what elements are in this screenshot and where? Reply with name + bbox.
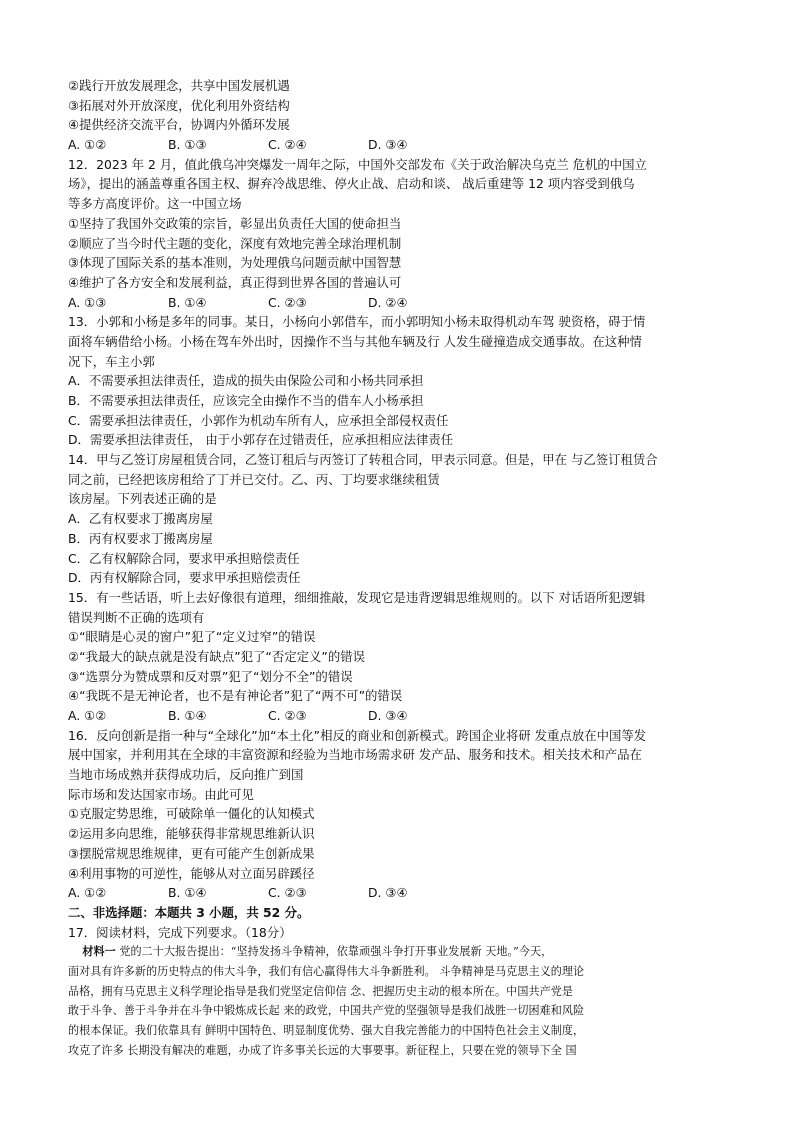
q15-item-3: ③“选票分为赞成票和反对票”犯了“划分不全”的错误 xyxy=(68,668,353,684)
q13-choice-c[interactable]: C．需要承担法律责任，小郭作为机动车所有人，应承担全部侵权责任 xyxy=(68,412,449,428)
q15-option-b[interactable]: B. ①④ xyxy=(168,708,207,723)
q12-option-b[interactable]: B. ①④ xyxy=(168,294,207,310)
q15-item-2: ②“我最大的缺点就是没有缺点”犯了“否定定义”的错误 xyxy=(68,648,365,664)
material-line: 敢于斗争、善于斗争并在斗争中锻炼成长起 来的政党，中国共产党的坚强领导是我们战胜一切困难和风险 xyxy=(68,1004,585,1018)
q13-choice-b[interactable]: B．不需要承担法律责任，应该完全由操作不当的借车人小杨承担 xyxy=(68,393,424,408)
q13-choice-a[interactable]: A．不需要承担法律责任，造成的损失由保险公司和小杨共同承担 xyxy=(68,373,424,389)
q15-options xyxy=(68,706,728,726)
q11-option-d[interactable]: D. ③④ xyxy=(368,137,408,153)
q16-stem-line: 际市场和发达国家市场。由此可见 xyxy=(68,786,254,802)
material-line: 面对具有许多新的历史特点的伟大斗争，我们有信心赢得伟大斗争新胜利。 斗争精神是马克思主义的理论 xyxy=(68,964,585,978)
q12-stem-line: 等多方高度评价。这一中国立场 xyxy=(68,196,242,212)
material-line: 攻克了许多 长期没有解决的难题，办成了许多事关长远的大事要事。新征程上，只要在党的领导下全 国 xyxy=(68,1043,577,1057)
material-first-line xyxy=(68,942,728,962)
q14-choice-c[interactable]: C．乙有权解除合同，要求甲承担赔偿责任 xyxy=(68,550,300,566)
q16-stem-line: 展中国家，并利用其在全球的丰富资源和经验为当地市场需求研 发产品、服务和技术。相关技术和产品在 xyxy=(68,747,642,763)
q11-item-3: ③拓展对外开放深度，优化利用外资结构 xyxy=(68,97,290,113)
q16-stem-line: 当地市场成熟并获得成功后，反向推广到国 xyxy=(68,767,304,783)
q13-stem-line: 况下，车主小郭 xyxy=(68,353,155,369)
material-line: 的根本保证。我们依靠具有 鲜明中国特色、明显制度优势、强大自我完善能力的中国特色社会主义制度， xyxy=(68,1024,585,1037)
q15-stem-line: 错误判断不正确的选项有 xyxy=(68,609,205,625)
q12-item-2: ②顺应了当今时代主题的变化，深度有效地完善全球治理机制 xyxy=(68,235,402,251)
q12-stem-line: 12．2023 年 2 月，值此俄乌冲突爆发一周年之际，中国外交部发布《关于政治解决乌克兰 危机的中国立 xyxy=(68,156,647,172)
q12-item-1: ①坚持了我国外交政策的宗旨，彰显出负责任大国的使命担当 xyxy=(68,215,402,231)
q14-stem-line: 14．甲与乙签订房屋租赁合同，乙签订租后与丙签订了转租合同，甲表示同意。但是，甲在 与乙签订租赁合 xyxy=(68,452,658,468)
q11-options xyxy=(68,135,728,155)
q16-option-c[interactable]: C. ②③ xyxy=(268,885,307,901)
q16-item-3: ③摆脱常规思维规律，更有可能产生创新成果 xyxy=(68,845,315,861)
q17-stem: 17．阅读材料，完成下列要求。（18分） xyxy=(68,924,292,940)
q15-option-a[interactable]: A. ①② xyxy=(68,708,107,723)
q15-item-1: ①“眼睛是心灵的窗户”犯了“定义过窄”的错误 xyxy=(68,629,316,645)
q11-option-a[interactable]: A. ①② xyxy=(68,137,107,153)
q16-option-a[interactable]: A. ①② xyxy=(68,885,107,901)
q11-option-c[interactable]: C. ②④ xyxy=(268,137,307,153)
material-first-text: 党的二十大报告提出：“坚持发扬斗争精神，依靠顽强斗争打开事业发展新 天地。”今天， xyxy=(115,945,553,959)
q13-stem-line: 面将车辆借给小杨。小杨在驾车外出时，因操作不当与其他车辆及行 人发生碰撞造成交通事故。在这种情 xyxy=(68,333,642,349)
q11-item-4: ④提供经济交流平台，协调内外循环发展 xyxy=(68,117,290,133)
q12-item-3: ③体现了国际关系的基本准则，为处理俄乌问题贡献中国智慧 xyxy=(68,255,402,271)
material-line: 品格，拥有马克思主义科学理论指导是我们党坚定信仰信 念、把握历史主动的根本所在。中国共产党是 xyxy=(68,984,574,998)
q11-option-b[interactable]: B. ①③ xyxy=(168,137,207,153)
q16-item-4: ④利用事物的可逆性，能够从对立面另辟蹊径 xyxy=(68,865,315,881)
q13-choice-d[interactable]: D．需要承担法律责任， 由于小郭存在过错责任，应承担相应法律责任 xyxy=(68,432,454,448)
material-label: 材料一 xyxy=(82,945,116,959)
q11-item-2: ②践行开放发展理念，共享中国发展机遇 xyxy=(68,78,290,93)
q14-stem-line: 同之前，已经把该房租给了丁并已交付。乙、丙、丁均要求继续租赁 xyxy=(68,471,440,487)
q16-options xyxy=(68,883,728,903)
q14-choice-b[interactable]: B．丙有权要求丁搬离房屋 xyxy=(68,530,213,546)
q16-stem-line: 16．反向创新是指一种与“全球化”加“本土化”相反的商业和创新模式。跨国企业将研 发重点放在中国等发 xyxy=(68,727,647,743)
q12-options xyxy=(68,293,728,313)
q16-item-2: ②运用多向思维，能够获得非常规思维新认识 xyxy=(68,826,315,842)
q12-option-a[interactable]: A. ①③ xyxy=(68,294,107,310)
q14-choice-a[interactable]: A．乙有权要求丁搬离房屋 xyxy=(68,511,213,527)
q12-item-4: ④维护了各方安全和发展利益，真正得到世界各国的普遍认可 xyxy=(68,274,402,290)
q13-stem-line: 13．小郭和小杨是多年的同事。某日，小杨向小郭借车，而小郭明知小杨未取得机动车驾 驶资格，碍于情 xyxy=(68,314,646,330)
q15-stem-line: 15．有一些话语，听上去好像很有道理，细细推敲，发现它是违背逻辑思维规则的。以下 对话语所犯逻辑 xyxy=(68,589,646,605)
q16-option-d[interactable]: D. ③④ xyxy=(368,885,408,901)
q12-option-d[interactable]: D. ②④ xyxy=(368,294,408,310)
q15-item-4: ④“我既不是无神论者，也不是有神论者”犯了“两不可”的错误 xyxy=(68,688,403,704)
q14-stem-line: 该房屋。下列表述正确的是 xyxy=(68,491,217,507)
q16-item-1: ①克服定势思维，可破除单一僵化的认知模式 xyxy=(68,806,315,822)
q12-stem-line: 场》，提出的涵盖尊重各国主权、摒弃冷战思维、停火止战、启动和谈、 战后重建等 12 项内容受到俄乌 xyxy=(68,176,635,192)
q12-option-c[interactable]: C. ②③ xyxy=(268,294,307,310)
section-heading: 二、非选择题：本题共 3 小题，共 52 分。 xyxy=(68,904,310,920)
q15-option-c[interactable]: C. ②③ xyxy=(268,708,307,723)
q16-option-b[interactable]: B. ①④ xyxy=(168,885,207,901)
exam-page xyxy=(68,76,728,1060)
q14-choice-d[interactable]: D．丙有权解除合同，要求甲承担赔偿责任 xyxy=(68,570,301,586)
q15-option-d[interactable]: D. ③④ xyxy=(368,708,408,723)
